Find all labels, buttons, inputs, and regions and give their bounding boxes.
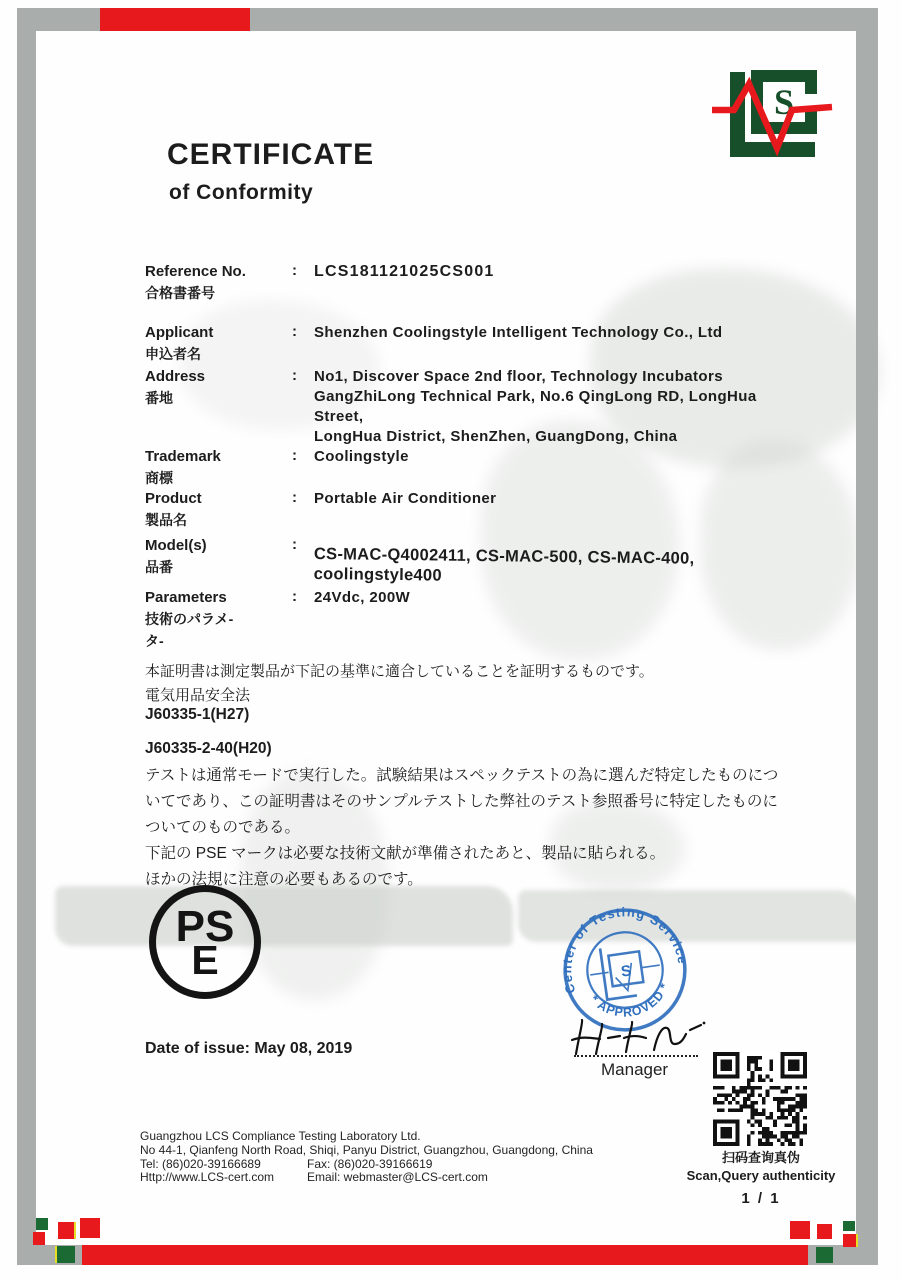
paragraph-line: ついてのものである。 — [145, 819, 301, 836]
field-label-jp: 合格書番号 — [145, 285, 215, 301]
qr-caption-en: Scan,Query authenticity — [686, 1168, 836, 1183]
lab-name: Guangzhou LCS Compliance Testing Laboratory Ltd. — [140, 1129, 421, 1143]
field-colon: : — [292, 447, 297, 464]
field-colon: : — [292, 323, 297, 340]
signer-role: Manager — [601, 1060, 669, 1079]
field-label-jp: 申込者名 — [145, 346, 201, 362]
paragraph-line: 下記の PSE マークは必要な技術文献が準備されたあと、製品に貼られる。 — [145, 845, 666, 862]
field-label-jp: 商標 — [145, 470, 173, 486]
field-trademark — [145, 447, 810, 488]
map-shape — [55, 886, 513, 951]
field-colon: : — [292, 536, 297, 553]
field-product — [145, 489, 810, 530]
certificate-subtitle: of Conformity — [169, 181, 314, 204]
field-label-jp: タ- — [145, 633, 164, 649]
field-address — [145, 367, 810, 447]
qr-code — [713, 1052, 807, 1146]
corner-red-square — [817, 1224, 832, 1239]
statement-standard: J60335-2-40(H20) — [145, 740, 272, 757]
field-label-en: Trademark — [145, 448, 221, 465]
field-colon: : — [292, 489, 297, 506]
pse-mark-bottom: E — [191, 937, 219, 984]
lab-website: Http://www.LCS-cert.com — [140, 1170, 275, 1185]
corner-red-square — [80, 1218, 100, 1238]
field-colon: : — [292, 588, 297, 605]
field-label-jp: 番地 — [145, 390, 173, 406]
field-value — [314, 367, 810, 447]
field-parameters — [145, 588, 810, 651]
field-value: Portable Air Conditioner — [314, 490, 497, 507]
lcs-logo — [712, 70, 862, 170]
field-label-en: Model(s) — [145, 537, 207, 554]
certificate-title: CERTIFICATE — [167, 138, 375, 171]
field-models — [145, 536, 810, 584]
page-indicator: 1 / 1 — [741, 1190, 781, 1207]
corner-green-square — [57, 1246, 75, 1263]
address-line: GangZhiLong Technical Park, No.6 QingLong RD, LongHua Street, — [314, 388, 757, 425]
field-applicant — [145, 323, 810, 364]
corner-red-square — [33, 1232, 45, 1245]
field-value: Coolingstyle — [314, 448, 409, 465]
field-label-en: Parameters — [145, 589, 227, 606]
corner-red-square — [790, 1221, 810, 1239]
corner-red-square — [843, 1234, 856, 1247]
stamp-arc-bottom-text: * APPROVED * — [587, 980, 672, 1020]
field-label-jp: 品番 — [145, 559, 173, 575]
field-colon: : — [292, 262, 297, 279]
lab-footer — [140, 1130, 593, 1185]
field-value: 24Vdc, 200W — [314, 589, 411, 606]
field-label-jp: 技術のパラメ- — [145, 611, 234, 627]
stamp-center-letter: S — [619, 962, 633, 981]
field-reference — [145, 262, 810, 303]
top-red-segment — [100, 8, 250, 31]
manager-signature — [570, 1016, 710, 1060]
pse-mark — [149, 885, 261, 999]
statement-intro: 本証明書は測定製品が下記の基準に適合していることを証明するものです。 — [145, 663, 654, 680]
logo-letter: S — [773, 82, 795, 122]
field-value: LCS181121025CS001 — [314, 263, 495, 280]
frame-left — [17, 8, 36, 1265]
statement-standard: J60335-1(H27) — [145, 706, 250, 723]
date-of-issue: Date of issue: May 08, 2019 — [145, 1040, 353, 1057]
lab-fax: Fax: (86)020-39166619 — [307, 1156, 433, 1171]
field-value: CS-MAC-Q4002411, CS-MAC-500, CS-MAC-400, coolingstyle400 — [313, 544, 695, 585]
svg-text:Center of Testing Service — [553, 898, 693, 996]
field-colon: : — [292, 367, 297, 384]
address-line: LongHua District, ShenZhen, GuangDong, China — [314, 428, 678, 445]
stamp-arc-top-text: Center of Testing Service — [559, 904, 691, 996]
qr-caption-block — [682, 1147, 840, 1207]
field-label-en: Product — [145, 490, 202, 507]
paragraph-line: ほかの法規に注意の必要もあるのです。 — [145, 871, 423, 888]
signature-line — [574, 1055, 698, 1057]
bottom-red-bar — [82, 1245, 808, 1265]
corner-green-square — [36, 1218, 48, 1230]
statement-paragraph — [145, 763, 825, 893]
field-value: Shenzhen Coolingstyle Intelligent Technology Co., Ltd — [314, 324, 723, 341]
corner-green-square — [843, 1221, 855, 1231]
lab-address: No 44-1, Qianfeng North Road, Shiqi, Panyu District, Guangzhou, Guangdong, China — [140, 1142, 593, 1157]
field-label-en: Applicant — [145, 324, 214, 341]
field-label-jp: 製品名 — [145, 512, 187, 528]
paragraph-line: テストは通常モードで実行した。試験結果はスペックテストの為に選んだ特定したものにつ — [145, 767, 779, 784]
statement-law: 電気用品安全法 — [145, 687, 251, 704]
corner-red-square — [58, 1222, 74, 1239]
frame-right — [856, 8, 878, 1265]
lab-tel: Tel: (86)020-39166689 — [140, 1156, 261, 1171]
paragraph-line: いてであり、この証明書はそのサンプルテストした弊社のテスト参照番号に特定したものに — [145, 793, 778, 810]
address-line: No1, Discover Space 2nd floor, Technology Incubators — [314, 368, 723, 385]
field-label-en: Address — [145, 368, 206, 385]
lab-email: Email: webmaster@LCS-cert.com — [307, 1170, 488, 1185]
corner-green-square — [816, 1247, 833, 1263]
pse-mark-top: PS — [175, 901, 235, 951]
qr-caption-zh: 扫码查询真伪 — [721, 1150, 800, 1165]
field-label-en: Reference No. — [145, 263, 246, 280]
